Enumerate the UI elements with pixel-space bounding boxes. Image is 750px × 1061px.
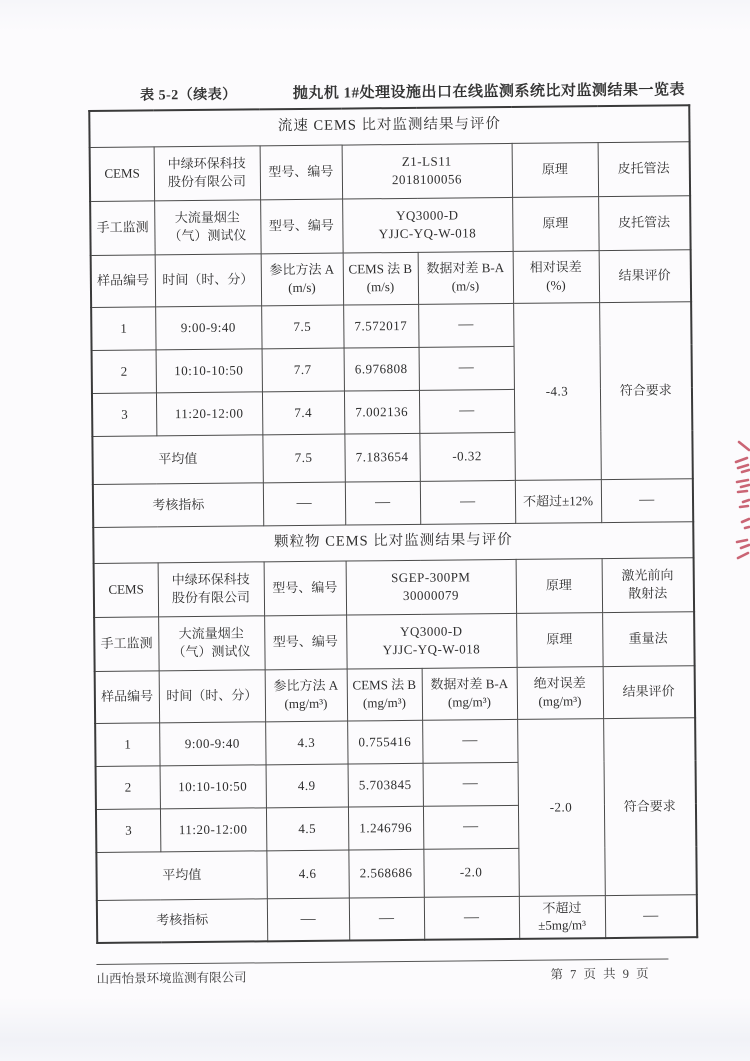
- cell-average-diff: -2.0: [423, 848, 518, 897]
- principle-line2: 散射法: [628, 585, 668, 601]
- cell-ref-value: 7.7: [262, 348, 344, 392]
- col-header-sample: 样品编号: [91, 254, 155, 307]
- cell-ref-value: 4.5: [266, 807, 348, 851]
- cell-model-value: [342, 143, 513, 199]
- cell-assess-diff: —: [420, 480, 515, 524]
- cell-ref-value: 4.9: [266, 764, 348, 808]
- cell-cems-value: 6.976808: [344, 347, 419, 391]
- section2-title: 颗粒物 CEMS 比对监测结果与评价: [93, 521, 693, 563]
- title-line: [88, 78, 688, 108]
- table-row: [91, 301, 691, 350]
- vendor-line1: 中绿环保科技: [167, 155, 246, 172]
- cell-vendor: [158, 615, 265, 670]
- cell-assess-label: 考核指标: [93, 482, 263, 527]
- cell-merged-error: -2.0: [517, 718, 605, 896]
- cell-time: 10:10-10:50: [160, 764, 266, 808]
- header-line2: (%): [546, 277, 566, 293]
- cell-assess-criterion: 不超过±12%: [515, 479, 601, 523]
- cell-vendor: [154, 199, 261, 254]
- cell-cems-value: 7.002136: [344, 390, 419, 434]
- cell-vendor: [158, 561, 265, 616]
- page-title: 抛丸机 1#处理设施出口在线监测系统比对监测结果一览表: [292, 82, 686, 103]
- cell-diff-value: —: [423, 762, 518, 806]
- cell-principle-value: 重量法: [602, 611, 695, 666]
- monitoring-results-table: [88, 104, 698, 944]
- col-header-diff: [422, 667, 517, 720]
- cell-time: 11:20-12:00: [156, 391, 262, 435]
- vendor-line1: 大流量烟尘: [178, 625, 244, 642]
- header-line2: (m/s): [451, 278, 480, 294]
- cell-merged-result: 符合要求: [603, 717, 697, 895]
- cell-model-label: 型号、编号: [260, 199, 343, 254]
- model-line2: YJJC-YQ-W-018: [378, 225, 477, 242]
- model-line2: 2018100056: [391, 171, 463, 188]
- cell-average-label: 平均值: [92, 434, 262, 484]
- cell-assess-ref: —: [267, 898, 349, 942]
- cell-average-label: 平均值: [96, 850, 266, 900]
- cell-merged-result: 符合要求: [599, 301, 693, 479]
- cell-assess-ref: —: [263, 482, 345, 526]
- header-line1: 参比方法 A: [273, 678, 339, 694]
- cell-assess-diff: —: [424, 896, 519, 940]
- col-header-cems: [347, 668, 422, 721]
- header-line1: 相对误差: [529, 259, 582, 276]
- cell-model-value: [346, 559, 517, 615]
- assessment-row: [93, 478, 693, 527]
- table-row: [90, 195, 690, 255]
- cell-principle-label: 原理: [512, 196, 599, 251]
- cell-model-value: [342, 197, 513, 253]
- table-row: [94, 557, 694, 617]
- header-line1: 绝对误差: [533, 675, 586, 692]
- header-line2: (mg/m³): [447, 694, 491, 710]
- cell-principle-value: [602, 557, 695, 612]
- header-line1: 参比方法 A: [269, 262, 335, 278]
- table-row: [95, 717, 695, 766]
- vendor-line2: 股份有限公司: [167, 173, 247, 190]
- col-header-cems: [343, 252, 418, 305]
- cell-model-label: 型号、编号: [260, 145, 343, 200]
- cell-assess-criterion: 不超过±5mg/m³: [519, 895, 605, 939]
- cell-system: CEMS: [90, 146, 155, 201]
- page-footer: [96, 958, 668, 986]
- cell-average-cems: 7.183654: [344, 433, 419, 482]
- header-line2: (mg/m³): [538, 693, 582, 709]
- col-header-error: [513, 250, 599, 303]
- model-line1: Z1-LS11: [401, 153, 452, 170]
- cell-time: 11:20-12:00: [160, 807, 266, 851]
- col-header-ref: [261, 253, 343, 306]
- cell-model-value: [346, 613, 517, 669]
- principle-line1: 激光前向: [621, 567, 674, 584]
- cell-sample-no: 1: [91, 306, 155, 350]
- cell-ref-value: 7.4: [262, 391, 344, 435]
- header-line1: 数据对差 B-A: [430, 676, 509, 693]
- col-header-time: 时间（时、分）: [159, 669, 265, 722]
- table-row: [93, 521, 693, 563]
- footer-company-name: 山西怡景环境监测有限公司: [96, 970, 247, 986]
- cell-assess-result: —: [601, 478, 693, 522]
- cell-system: 手工监测: [94, 616, 159, 671]
- vendor-line2: 股份有限公司: [171, 589, 251, 606]
- model-line1: YQ3000-D: [395, 207, 459, 224]
- col-header-result: 结果评价: [603, 665, 695, 718]
- cell-system: 手工监测: [90, 200, 155, 255]
- vendor-line1: 中绿环保科技: [171, 571, 250, 588]
- header-line1: CEMS 法 B: [352, 677, 417, 693]
- cell-merged-error: -4.3: [513, 302, 601, 480]
- cell-sample-no: 3: [96, 808, 160, 852]
- col-header-time: 时间（时、分）: [155, 253, 261, 306]
- cell-assess-cems: —: [349, 897, 424, 941]
- red-stamp-strokes: [733, 440, 750, 562]
- vendor-line1: 大流量烟尘: [174, 210, 240, 226]
- cell-average-ref: 7.5: [262, 434, 344, 483]
- cell-principle-label: 原理: [516, 558, 603, 613]
- cell-sample-no: 2: [92, 349, 156, 393]
- cell-principle-label: 原理: [512, 142, 599, 197]
- cell-time: 9:00-9:40: [155, 305, 261, 349]
- model-line2: YJJC-YQ-W-018: [382, 641, 481, 658]
- col-header-error: [517, 666, 603, 719]
- header-line2: (m/s): [366, 279, 395, 295]
- red-stamp-fragment: [733, 440, 750, 562]
- cell-diff-value: —: [419, 346, 514, 390]
- header-line2: (mg/m³): [284, 695, 328, 712]
- table-header-row: [95, 665, 695, 723]
- footer-page-number: 第 7 页 共 9 页: [550, 966, 651, 982]
- model-line1: YQ3000-D: [399, 623, 463, 640]
- cell-assess-label: 考核指标: [97, 898, 267, 943]
- cell-diff-value: —: [419, 389, 514, 433]
- table-row: [94, 611, 694, 671]
- cell-diff-value: —: [418, 303, 513, 347]
- cell-cems-value: 7.572017: [343, 304, 418, 348]
- cell-sample-no: 3: [92, 392, 156, 436]
- table-header-row: [91, 249, 691, 307]
- cell-principle-label: 原理: [516, 612, 603, 667]
- cell-cems-value: 5.703845: [348, 763, 423, 807]
- section1-title: 流速 CEMS 比对监测结果与评价: [89, 105, 689, 147]
- cell-ref-value: 4.3: [265, 721, 347, 765]
- cell-ref-value: 7.5: [261, 305, 343, 349]
- cell-sample-no: 2: [96, 765, 160, 809]
- table-caption-prefix: 表 5-2（续表）: [140, 87, 237, 104]
- table-row: [90, 141, 690, 201]
- cell-cems-value: 1.246796: [348, 806, 423, 850]
- header-line1: CEMS 法 B: [348, 261, 413, 277]
- table-row: [89, 105, 689, 147]
- col-header-ref: [265, 669, 347, 722]
- document-sheet: [88, 78, 697, 987]
- cell-average-ref: 4.6: [266, 850, 348, 899]
- cell-principle-value: 皮托管法: [598, 195, 691, 250]
- header-line2: (mg/m³): [362, 694, 406, 711]
- vendor-line2: （气）测试仪: [168, 227, 247, 244]
- cell-principle-value: 皮托管法: [598, 141, 691, 196]
- model-line2: 30000079: [402, 587, 459, 604]
- col-header-sample: 样品编号: [95, 670, 159, 723]
- vendor-line2: （气）测试仪: [172, 643, 251, 660]
- cell-system: CEMS: [94, 562, 159, 617]
- cell-assess-result: —: [605, 894, 697, 938]
- cell-assess-cems: —: [345, 481, 420, 525]
- cell-time: 10:10-10:50: [156, 348, 262, 392]
- cell-average-diff: -0.32: [419, 432, 514, 481]
- col-header-diff: [418, 251, 513, 304]
- cell-diff-value: —: [422, 719, 517, 763]
- model-line1: SGEP-300PM: [390, 569, 471, 586]
- cell-time: 9:00-9:40: [159, 721, 265, 765]
- cell-cems-value: 0.755416: [347, 720, 422, 764]
- header-line1: 数据对差 B-A: [426, 260, 505, 277]
- cell-vendor: [154, 145, 261, 200]
- assessment-row: [97, 894, 697, 943]
- header-line2: (m/s): [288, 279, 316, 296]
- cell-diff-value: —: [423, 805, 518, 849]
- cell-sample-no: 1: [95, 722, 159, 766]
- col-header-result: 结果评价: [599, 249, 691, 302]
- cell-model-label: 型号、编号: [264, 561, 347, 616]
- cell-average-cems: 2.568686: [348, 849, 423, 898]
- cell-model-label: 型号、编号: [264, 615, 347, 670]
